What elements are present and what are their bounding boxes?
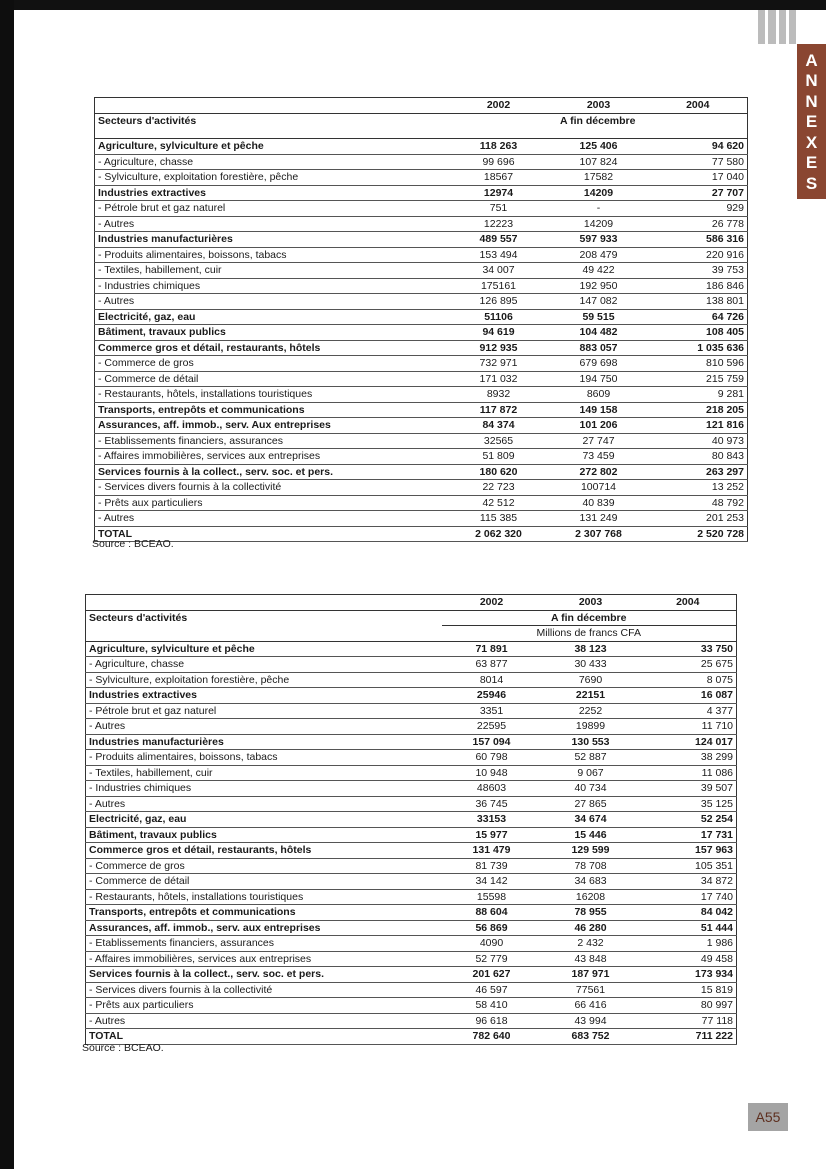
value-2002: 22 723 [449,480,549,496]
year-2003-header: 2003 [542,595,640,611]
sector-label: - Prêts aux particuliers [86,998,442,1014]
value-2004: 105 351 [640,858,737,874]
value-2002: 117 872 [449,402,549,418]
value-2004: 77 118 [640,1013,737,1029]
year-2004-header: 2004 [649,98,748,114]
table-row [95,418,748,434]
sector-label: Commerce gros et détail, restaurants, hôtels [95,340,449,356]
value-2002: 131 479 [442,843,542,859]
table-row [95,480,748,496]
value-2002: 36 745 [442,796,542,812]
value-2003: 27 747 [549,433,649,449]
sector-label: Electricité, gaz, eau [86,812,442,828]
value-2003: 9 067 [542,765,640,781]
value-2004: 218 205 [649,402,748,418]
table-row [86,889,737,905]
sector-label: Industries extractives [86,688,442,704]
table-row [86,827,737,843]
value-2002: 58 410 [442,998,542,1014]
value-2003: 187 971 [542,967,640,983]
table-row [86,734,737,750]
value-2002: 171 032 [449,371,549,387]
value-2003: 125 406 [549,139,649,155]
side-tab-letter: E [805,153,818,172]
value-2003: 8609 [549,387,649,403]
value-2002: 96 618 [442,1013,542,1029]
value-2004: 186 846 [649,278,748,294]
value-2003: 46 280 [542,920,640,936]
value-2003: 100714 [549,480,649,496]
value-2004: 49 458 [640,951,737,967]
value-2003: 73 459 [549,449,649,465]
value-2003: 34 683 [542,874,640,890]
value-2004: 94 620 [649,139,748,155]
value-2002: 10 948 [442,765,542,781]
sector-label: - Autres [86,719,442,735]
sector-label: Bâtiment, travaux publics [86,827,442,843]
value-2004: 173 934 [640,967,737,983]
value-2004: 1 986 [640,936,737,952]
sector-header-spacer [95,98,449,114]
sector-label: - Autres [95,294,449,310]
table-row [86,750,737,766]
table-row [95,154,748,170]
value-2002: 782 640 [442,1029,542,1045]
sector-label: - Autres [86,796,442,812]
sector-label: - Pétrole brut et gaz naturel [86,703,442,719]
value-2003: 129 599 [542,843,640,859]
units-header: Millions de francs CFA [442,626,737,642]
value-2002: 180 620 [449,464,549,480]
sector-label: - Industries chimiques [95,278,449,294]
value-2004: 8 075 [640,672,737,688]
value-2004: 586 316 [649,232,748,248]
sector-header: Secteurs d'activités [86,610,442,626]
table-row [86,858,737,874]
sector-label: TOTAL [86,1029,442,1045]
value-2002: 42 512 [449,495,549,511]
value-2003: 19899 [542,719,640,735]
period-header: A fin décembre [449,113,748,128]
table-row [95,371,748,387]
value-2004: 33 750 [640,641,737,657]
value-2002: 751 [449,201,549,217]
value-2003: 17582 [549,170,649,186]
side-tab-letter: X [805,132,818,152]
value-2002: 48603 [442,781,542,797]
table-credits-1 [94,97,748,542]
sector-label: - Produits alimentaires, boissons, tabacs [86,750,442,766]
table-row [86,688,737,704]
table-row [95,201,748,217]
sector-label: Agriculture, sylviculture et pêche [86,641,442,657]
sector-label: Bâtiment, travaux publics [95,325,449,341]
sector-label: TOTAL [95,526,449,542]
value-2002: 3351 [442,703,542,719]
table-row [86,641,737,657]
table-row [86,703,737,719]
value-2004: 25 675 [640,657,737,673]
annexes-side-tab [797,44,826,199]
value-2004: 711 222 [640,1029,737,1045]
value-2004: 52 254 [640,812,737,828]
value-2003: 30 433 [542,657,640,673]
value-2003: 2252 [542,703,640,719]
sector-label: - Prêts aux particuliers [95,495,449,511]
value-2004: 15 819 [640,982,737,998]
value-2003: 7690 [542,672,640,688]
table-row [86,982,737,998]
value-2003: 149 158 [549,402,649,418]
value-2003: 272 802 [549,464,649,480]
value-2004: 929 [649,201,748,217]
value-2002: 489 557 [449,232,549,248]
value-2004: 215 759 [649,371,748,387]
value-2003: 194 750 [549,371,649,387]
table-row [95,170,748,186]
value-2003: 192 950 [549,278,649,294]
value-2004: 124 017 [640,734,737,750]
table-row [86,672,737,688]
value-2004: 138 801 [649,294,748,310]
value-2002: 15598 [442,889,542,905]
period-header: A fin décembre [442,610,737,626]
sector-label: Services fournis à la collect., serv. soc. et pers. [86,967,442,983]
table-row [86,998,737,1014]
sector-label: - Autres [86,1013,442,1029]
table-row [86,967,737,983]
value-2003: 77561 [542,982,640,998]
value-2003: - [549,201,649,217]
value-2004: 77 580 [649,154,748,170]
value-2003: 883 057 [549,340,649,356]
value-2003: 2 307 768 [549,526,649,542]
value-2003: 130 553 [542,734,640,750]
table-row [95,340,748,356]
value-2002: 56 869 [442,920,542,936]
table-row [95,495,748,511]
table-row [86,874,737,890]
table-row [95,232,748,248]
value-2002: 81 739 [442,858,542,874]
value-2003: 597 933 [549,232,649,248]
value-2004: 121 816 [649,418,748,434]
value-2002: 88 604 [442,905,542,921]
sector-label: Transports, entrepôts et communications [86,905,442,921]
sector-label: - Agriculture, chasse [86,657,442,673]
page-number: A55 [748,1103,788,1131]
value-2004: 40 973 [649,433,748,449]
value-2003: 43 994 [542,1013,640,1029]
value-2002: 63 877 [442,657,542,673]
side-tab-letter: A [805,50,818,70]
value-2003: 104 482 [549,325,649,341]
value-2004: 38 299 [640,750,737,766]
value-2002: 94 619 [449,325,549,341]
value-2004: 64 726 [649,309,748,325]
value-2004: 263 297 [649,464,748,480]
value-2004: 26 778 [649,216,748,232]
table-row [86,812,737,828]
units-header [449,128,748,139]
value-2004: 17 740 [640,889,737,905]
table-row [86,843,737,859]
value-2002: 175161 [449,278,549,294]
sector-label: - Commerce de détail [86,874,442,890]
sector-label: - Affaires immobilières, services aux entreprises [86,951,442,967]
value-2004: 34 872 [640,874,737,890]
value-2003: 15 446 [542,827,640,843]
value-2002: 157 094 [442,734,542,750]
value-2003: 101 206 [549,418,649,434]
table-row [95,309,748,325]
sector-label: Electricité, gaz, eau [95,309,449,325]
value-2003: 208 479 [549,247,649,263]
value-2002: 4090 [442,936,542,952]
sector-label: - Agriculture, chasse [95,154,449,170]
table-row [95,387,748,403]
value-2002: 25946 [442,688,542,704]
value-2002: 12974 [449,185,549,201]
table-row [95,139,748,155]
value-2003: 14209 [549,185,649,201]
value-2004: 4 377 [640,703,737,719]
table-row [95,216,748,232]
table-row [86,719,737,735]
sector-label: - Commerce de détail [95,371,449,387]
value-2004: 84 042 [640,905,737,921]
sector-label: - Affaires immobilières, services aux entreprises [95,449,449,465]
value-2003: 107 824 [549,154,649,170]
value-2002: 99 696 [449,154,549,170]
value-2002: 15 977 [442,827,542,843]
value-2004: 35 125 [640,796,737,812]
table-row [86,765,737,781]
header-stripes [758,10,796,44]
value-2002: 32565 [449,433,549,449]
value-2004: 16 087 [640,688,737,704]
sector-label: Industries extractives [95,185,449,201]
value-2002: 60 798 [442,750,542,766]
sector-label: Commerce gros et détail, restaurants, hôtels [86,843,442,859]
value-2003: 14209 [549,216,649,232]
value-2003: 16208 [542,889,640,905]
year-2002-header: 2002 [442,595,542,611]
value-2002: 71 891 [442,641,542,657]
table-row [95,356,748,372]
table-row [86,657,737,673]
table-row [86,1013,737,1029]
value-2002: 118 263 [449,139,549,155]
value-2002: 2 062 320 [449,526,549,542]
sector-label: - Restaurants, hôtels, installations touristiques [95,387,449,403]
value-2002: 46 597 [442,982,542,998]
value-2004: 48 792 [649,495,748,511]
table-row [95,526,748,542]
value-2004: 11 086 [640,765,737,781]
year-2004-header: 2004 [640,595,737,611]
value-2003: 27 865 [542,796,640,812]
sector-label: - Sylviculture, exploitation forestière, pêche [95,170,449,186]
value-2004: 13 252 [649,480,748,496]
value-2004: 51 444 [640,920,737,936]
table-credits-2 [85,594,737,1045]
sector-label: - Sylviculture, exploitation forestière, pêche [86,672,442,688]
value-2002: 51106 [449,309,549,325]
table-row [95,294,748,310]
value-2003: 131 249 [549,511,649,527]
value-2004: 39 507 [640,781,737,797]
sector-label: - Produits alimentaires, boissons, tabacs [95,247,449,263]
sector-label: Industries manufacturières [95,232,449,248]
value-2004: 9 281 [649,387,748,403]
table2-source: Source : BCEAO. [82,1042,164,1054]
value-2002: 84 374 [449,418,549,434]
value-2003: 679 698 [549,356,649,372]
value-2004: 2 520 728 [649,526,748,542]
value-2003: 147 082 [549,294,649,310]
sector-label: - Autres [95,511,449,527]
value-2002: 18567 [449,170,549,186]
value-2004: 108 405 [649,325,748,341]
value-2002: 126 895 [449,294,549,310]
value-2002: 8932 [449,387,549,403]
sector-label: - Textiles, habillement, cuir [95,263,449,279]
value-2002: 33153 [442,812,542,828]
value-2004: 810 596 [649,356,748,372]
value-2002: 51 809 [449,449,549,465]
value-2003: 49 422 [549,263,649,279]
table-row [86,936,737,952]
sector-label: - Commerce de gros [86,858,442,874]
table-row [95,402,748,418]
sector-label: - Autres [95,216,449,232]
value-2003: 683 752 [542,1029,640,1045]
value-2004: 220 916 [649,247,748,263]
side-tab-letter: E [805,112,818,131]
table-row [86,905,737,921]
value-2003: 78 708 [542,858,640,874]
table-row [95,185,748,201]
value-2003: 34 674 [542,812,640,828]
sector-header: Secteurs d'activités [95,113,449,128]
value-2003: 22151 [542,688,640,704]
year-2003-header: 2003 [549,98,649,114]
sector-label: - Pétrole brut et gaz naturel [95,201,449,217]
year-2002-header: 2002 [449,98,549,114]
table-row [86,1029,737,1045]
value-2003: 40 734 [542,781,640,797]
sector-label: - Services divers fournis à la collectivité [95,480,449,496]
value-2002: 22595 [442,719,542,735]
sector-label: Transports, entrepôts et communications [95,402,449,418]
table-row [86,781,737,797]
sector-label: Agriculture, sylviculture et pêche [95,139,449,155]
side-tab-letter: S [805,173,818,193]
sector-label: Services fournis à la collect., serv. soc. et pers. [95,464,449,480]
value-2002: 52 779 [442,951,542,967]
side-tab-letter: N [805,91,818,111]
table-row [95,247,748,263]
value-2003: 52 887 [542,750,640,766]
value-2002: 201 627 [442,967,542,983]
value-2003: 2 432 [542,936,640,952]
value-2004: 27 707 [649,185,748,201]
sector-label: - Services divers fournis à la collectivité [86,982,442,998]
value-2004: 17 040 [649,170,748,186]
table-row [95,511,748,527]
scan-left-edge [0,0,14,1169]
value-2002: 912 935 [449,340,549,356]
value-2004: 17 731 [640,827,737,843]
value-2004: 201 253 [649,511,748,527]
value-2003: 40 839 [549,495,649,511]
sector-label: Assurances, aff. immob., serv. Aux entreprises [95,418,449,434]
table-row [95,263,748,279]
value-2003: 66 416 [542,998,640,1014]
scan-top-edge [0,0,826,10]
side-tab-letter: N [805,71,818,90]
value-2002: 34 007 [449,263,549,279]
value-2004: 11 710 [640,719,737,735]
value-2002: 8014 [442,672,542,688]
sector-label: - Etablissements financiers, assurances [86,936,442,952]
value-2003: 59 515 [549,309,649,325]
value-2004: 80 843 [649,449,748,465]
table-row [95,325,748,341]
sector-label: - Etablissements financiers, assurances [95,433,449,449]
table-row [95,433,748,449]
value-2002: 115 385 [449,511,549,527]
table-row [95,464,748,480]
value-2004: 39 753 [649,263,748,279]
sector-label: Assurances, aff. immob., serv. aux entreprises [86,920,442,936]
value-2004: 80 997 [640,998,737,1014]
value-2002: 34 142 [442,874,542,890]
value-2002: 732 971 [449,356,549,372]
table1-source: Source : BCEAO. [92,538,174,550]
value-2003: 38 123 [542,641,640,657]
table-row [86,920,737,936]
value-2004: 1 035 636 [649,340,748,356]
value-2002: 12223 [449,216,549,232]
table-row [86,951,737,967]
sector-label: - Restaurants, hôtels, installations touristiques [86,889,442,905]
value-2003: 78 955 [542,905,640,921]
table-row [86,796,737,812]
sector-label: - Textiles, habillement, cuir [86,765,442,781]
sector-label: - Industries chimiques [86,781,442,797]
value-2002: 153 494 [449,247,549,263]
sector-label: Industries manufacturières [86,734,442,750]
table-row [95,449,748,465]
value-2003: 43 848 [542,951,640,967]
table-row [95,278,748,294]
value-2004: 157 963 [640,843,737,859]
sector-label: - Commerce de gros [95,356,449,372]
